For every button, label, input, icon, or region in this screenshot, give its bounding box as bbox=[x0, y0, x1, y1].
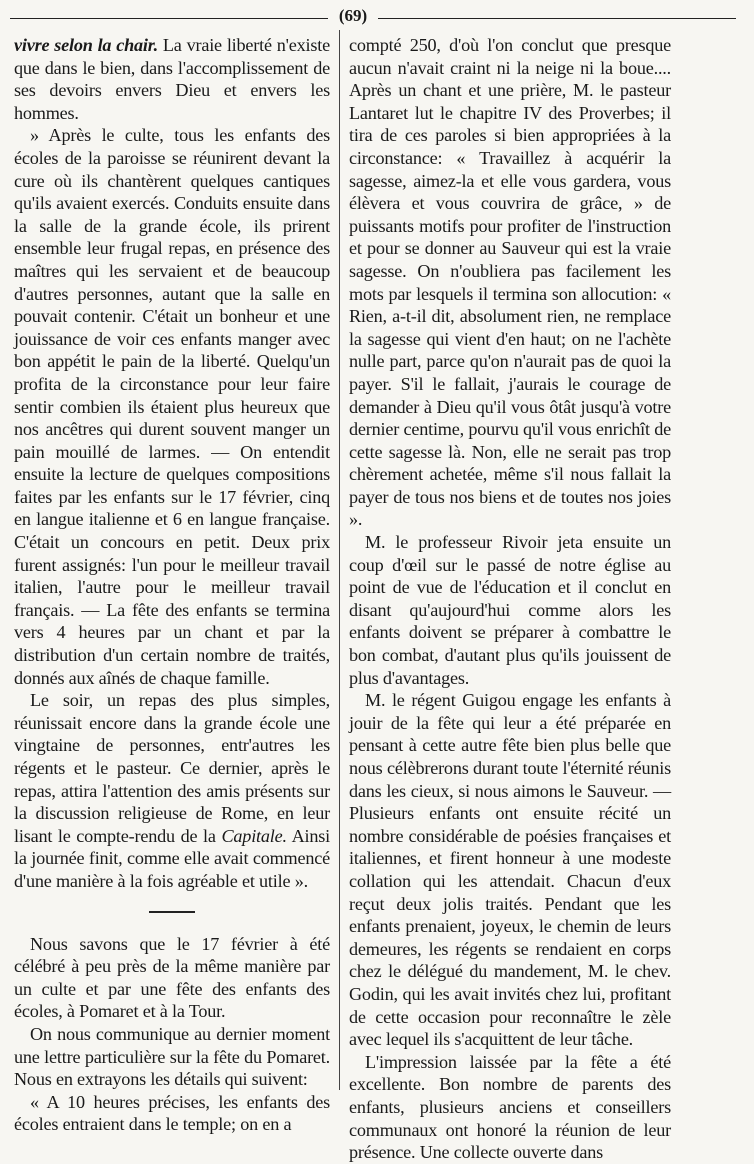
italic-word: Capitale. bbox=[221, 825, 287, 846]
section-separator bbox=[149, 911, 195, 913]
paragraph: » Après le culte, tous les enfants des écoles de la paroisse se réunirent devant la cure où ils chantèrent quelques cantiques qu'ils avaient exercés. Conduits ensuite dans la salle de la grande école, ils prirent ensemble leur frugal repas, en présence des maîtres qui les servaient et de beaucoup d'autres personnes, autant que la salle en pouvait contenir. C'était un bonheur et une jouissance de voir ces enfants manger avec bon appétit le pain de la liberté. Quelqu'un profita de la circonstance pour leur faire sentir combien ils étaient plus heureux que nos ancêtres qui durent souvent manger un pain mouillé de larmes. — On entendit ensuite la lecture de quelques compositions faites par les enfants sur le 17 février, cinq en langue italienne et 6 en langue française. C'était un concours en petit. Deux prix furent assignés: l'un pour le meilleur travail italien, l'autre pour le meilleur travail français. — La fête des enfants se termina vers 4 heures par un chant et par la distribution d'un certain nombre de traités, donnés aux aînés de chaque famille. bbox=[14, 125, 330, 688]
paragraph: Nous savons que le 17 février à été célébré à peu près de la même manière par un culte et par une fête des enfants des écoles, à Pomaret et à la Tour. bbox=[14, 933, 330, 1022]
paragraph: M. le régent Guigou engage les enfants à jouir de la fête qui leur a été préparée en pensant à cette autre fête bien plus belle que nous célèbrerons durant toute l'éternité réunis dans les cieux, si nous aimons le Sauveur. — Plusieurs enfants ont ensuite récité un nombre considérable de poésies françaises et italiennes, et firent honneur à une modeste collation qui les attendait. Chacun d'eux reçut deux jolis traités. Pendant que les enfants prenaient, joyeux, le chemin de leurs demeures, les régents se rendaient en corps chez le délégué du mandement, M. le chev. Godin, qui les avait invités chez lui, profitant de cette occasion pour reconnaître le zèle avec lequel ils s'acquittent de leur tâche. bbox=[349, 690, 671, 1050]
left-column bbox=[14, 34, 330, 1136]
paragraph-text: Ainsi la journée finit, comme elle avait commencé d'une manière à la fois agréable et utile ». bbox=[14, 825, 330, 891]
header-rule-right bbox=[378, 18, 736, 19]
paragraph-text: La vraie liberté n'existe que dans le bien, dans l'accomplissement de ses devoirs envers Dieu et envers les hommes. bbox=[14, 35, 330, 123]
paragraph-text: Le soir, un repas des plus simples, réunissait encore dans la grande école une vingtaine de personnes, entr'autres les régents et le pasteur. Ce dernier, après le repas, attira l'attention des amis présents sur la discussion religieuse de Rome, en leur lisant le compte-rendu de la bbox=[14, 690, 330, 846]
paragraph: On nous communique au dernier moment une lettre particulière sur la fête du Pomaret. Nous en extrayons les détails qui suivent: bbox=[14, 1023, 330, 1090]
right-column bbox=[349, 34, 671, 1164]
paragraph bbox=[14, 34, 330, 124]
header-rule-left bbox=[10, 18, 328, 19]
paragraph bbox=[14, 689, 330, 892]
italic-phrase: vivre selon la chair. bbox=[14, 35, 158, 55]
paragraph: M. le professeur Rivoir jeta ensuite un coup d'œil sur le passé de notre église au point de vue de l'éducation et il conclut en disant qu'aujourd'hui comme alors les enfants doivent se préparer à combattre le bon combat, d'autant plus qu'ils jouissent de plus d'avantages. bbox=[349, 532, 671, 688]
page-header bbox=[10, 6, 736, 30]
paragraph: « A 10 heures précises, les enfants des écoles entraient dans le temple; on en a bbox=[14, 1091, 330, 1135]
page-number: (69) bbox=[338, 6, 368, 25]
paragraph: L'impression laissée par la fête a été excellente. Bon nombre de parents des enfants, plusieurs anciens et conseillers communaux ont honoré la réunion de leur présence. Une collecte ouverte dans bbox=[349, 1051, 671, 1163]
paragraph: compté 250, d'où l'on conclut que presque aucun n'avait craint ni la neige ni la boue.... Après un chant et une prière, M. le pasteur Lantaret lut le chapitre IV des Proverbes; il tira de ces paroles si bien appropriées à la circonstance: « Travaillez à acquérir la sagesse, aimez-la et elle vous gardera, vous élèvera et vous couvrira de grâce, » de puissants motifs pour profiter de l'instruction et pour se donner au Sauveur qui est la vraie sagesse. On n'oubliera pas facilement les mots par lesquels il termina son allocution: « Rien, a-t-il dit, absolument rien, ne remplace la sagesse qui vient d'en haut; on ne l'achète nulle part, parce qu'on n'aurait pas de quoi la payer. S'il le fallait, j'aurais le courage de demander à Dieu qu'il vous ôtât jusqu'à votre dernier centime, pourvu qu'il vous enrichît de cette sagesse là. Non, elle ne serait pas trop chèrement achetée, même s'il nous fallait la payer de tous nos biens et de toutes nos joies ». bbox=[349, 35, 671, 530]
column-divider bbox=[339, 30, 340, 1090]
